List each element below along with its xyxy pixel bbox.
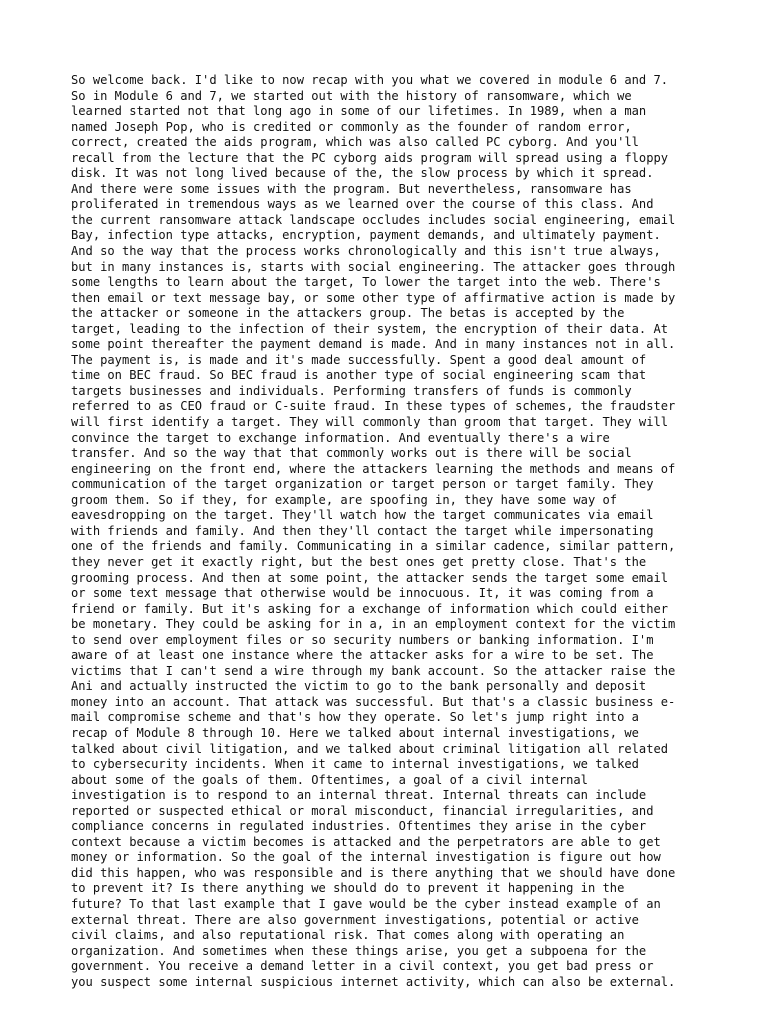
text-line: to cybersecurity incidents. When it came to internal investigations, we talked: [71, 757, 639, 772]
text-line: grooming process. And then at some point, the attacker sends the target some email: [71, 570, 669, 585]
text-line: to send over employment files or so security numbers or banking information. I'm: [71, 632, 654, 647]
text-line: victims that I can't send a wire through my bank account. So the attacker raise the: [71, 663, 676, 678]
text-line: convince the target to exchange information. And eventually there's a wire: [71, 430, 610, 445]
text-line: referred to as CEO fraud or C-suite fraud. In these types of schemes, the fraudster: [71, 399, 676, 414]
text-line: some point thereafter the payment demand is made. And in many instances not in all.: [71, 337, 676, 352]
text-line: civil claims, and also reputational risk. That comes along with operating an: [71, 928, 625, 943]
text-line: friend or family. But it's asking for a exchange of information which could either: [71, 601, 669, 616]
text-line: recall from the lecture that the PC cyborg aids program will spread using a floppy: [71, 150, 669, 165]
text-line: learned started not that long ago in some of our lifetimes. In 1989, when a man: [71, 104, 647, 119]
text-line: then email or text message bay, or some other type of affirmative action is made by: [71, 290, 676, 305]
text-line: future? To that last example that I gave would be the cyber instead example of an: [71, 896, 661, 911]
text-line: disk. It was not long lived because of the, the slow process by which it spread.: [71, 166, 654, 181]
text-line: And so the way that the process works chronologically and this isn't true always,: [71, 244, 661, 259]
text-line: the current ransomware attack landscape occludes includes social engineering, email: [71, 212, 676, 227]
text-line: aware of at least one instance where the attacker asks for a wire to be set. The: [71, 648, 654, 663]
text-line: mail compromise scheme and that's how they operate. So let's jump right into a: [71, 710, 639, 725]
text-line: targets businesses and individuals. Performing transfers of funds is commonly: [71, 383, 632, 398]
text-line: correct, created the aids program, which was also called PC cyborg. And you'll: [71, 135, 639, 150]
text-line: money into an account. That attack was successful. But that's a classic business e-: [71, 694, 676, 709]
text-line: So in Module 6 and 7, we started out with the history of ransomware, which we: [71, 88, 632, 103]
text-line: they never get it exactly right, but the best ones get pretty close. That's the: [71, 554, 647, 569]
document-page: [71, 73, 711, 990]
text-line: The payment is, is made and it's made successfully. Spent a good deal amount of: [71, 352, 647, 367]
text-line: government. You receive a demand letter in a civil context, you get bad press or: [71, 959, 654, 974]
text-line: to prevent it? Is there anything we should do to prevent it happening in the: [71, 881, 625, 896]
text-line: proliferated in tremendous ways as we learned over the course of this class. And: [71, 197, 654, 212]
text-line: talked about civil litigation, and we talked about criminal litigation all related: [71, 741, 669, 756]
text-line: you suspect some internal suspicious internet activity, which can also be external.: [71, 974, 676, 989]
text-line: context because a victim becomes is attacked and the perpetrators are able to get: [71, 834, 661, 849]
text-line: with friends and family. And then they'll contact the target while impersonating: [71, 523, 654, 538]
text-line: And there were some issues with the program. But nevertheless, ransomware has: [71, 181, 632, 196]
text-line: recap of Module 8 through 10. Here we talked about internal investigations, we: [71, 725, 639, 740]
text-line: compliance concerns in regulated industries. Oftentimes they arise in the cyber: [71, 819, 647, 834]
text-line: Ani and actually instructed the victim to go to the bank personally and deposit: [71, 679, 647, 694]
text-line: organization. And sometimes when these things arise, you get a subpoena for the: [71, 943, 647, 958]
text-line: be monetary. They could be asking for in a, in an employment context for the victim: [71, 617, 676, 632]
text-line: eavesdropping on the target. They'll watch how the target communicates via email: [71, 508, 654, 523]
text-line: transfer. And so the way that that commonly works out is there will be social: [71, 446, 632, 461]
text-line: reported or suspected ethical or moral misconduct, financial irregularities, and: [71, 803, 654, 818]
text-line: some lengths to learn about the target, To lower the target into the web. There's: [71, 275, 661, 290]
text-line: So welcome back. I'd like to now recap with you what we covered in module 6 and 7.: [71, 73, 669, 87]
text-line: external threat. There are also government investigations, potential or active: [71, 912, 639, 927]
text-line: engineering on the front end, where the attackers learning the methods and means of: [71, 461, 676, 476]
text-line: named Joseph Pop, who is credited or commonly as the founder of random error,: [71, 119, 632, 134]
text-line: time on BEC fraud. So BEC fraud is another type of social engineering scam that: [71, 368, 647, 383]
text-line: groom them. So if they, for example, are spoofing in, they have some way of: [71, 492, 618, 507]
text-line: the attacker or someone in the attackers group. The betas is accepted by the: [71, 306, 625, 321]
text-line: investigation is to respond to an internal threat. Internal threats can include: [71, 788, 647, 803]
text-line: target, leading to the infection of their system, the encryption of their data. At: [71, 321, 669, 336]
text-line: one of the friends and family. Communicating in a similar cadence, similar pattern,: [71, 539, 676, 554]
text-line: money or information. So the goal of the internal investigation is figure out how: [71, 850, 661, 865]
text-line: about some of the goals of them. Oftentimes, a goal of a civil internal: [71, 772, 588, 787]
text-line: did this happen, who was responsible and is there anything that we should have done: [71, 865, 676, 880]
text-line: but in many instances is, starts with social engineering. The attacker goes through: [71, 259, 676, 274]
text-line: or some text message that otherwise would be innocuous. It, it was coming from a: [71, 586, 654, 601]
text-line: will first identify a target. They will commonly than groom that target. They will: [71, 415, 669, 430]
text-line: communication of the target organization or target person or target family. They: [71, 477, 654, 492]
text-line: Bay, infection type attacks, encryption, payment demands, and ultimately payment.: [71, 228, 661, 243]
